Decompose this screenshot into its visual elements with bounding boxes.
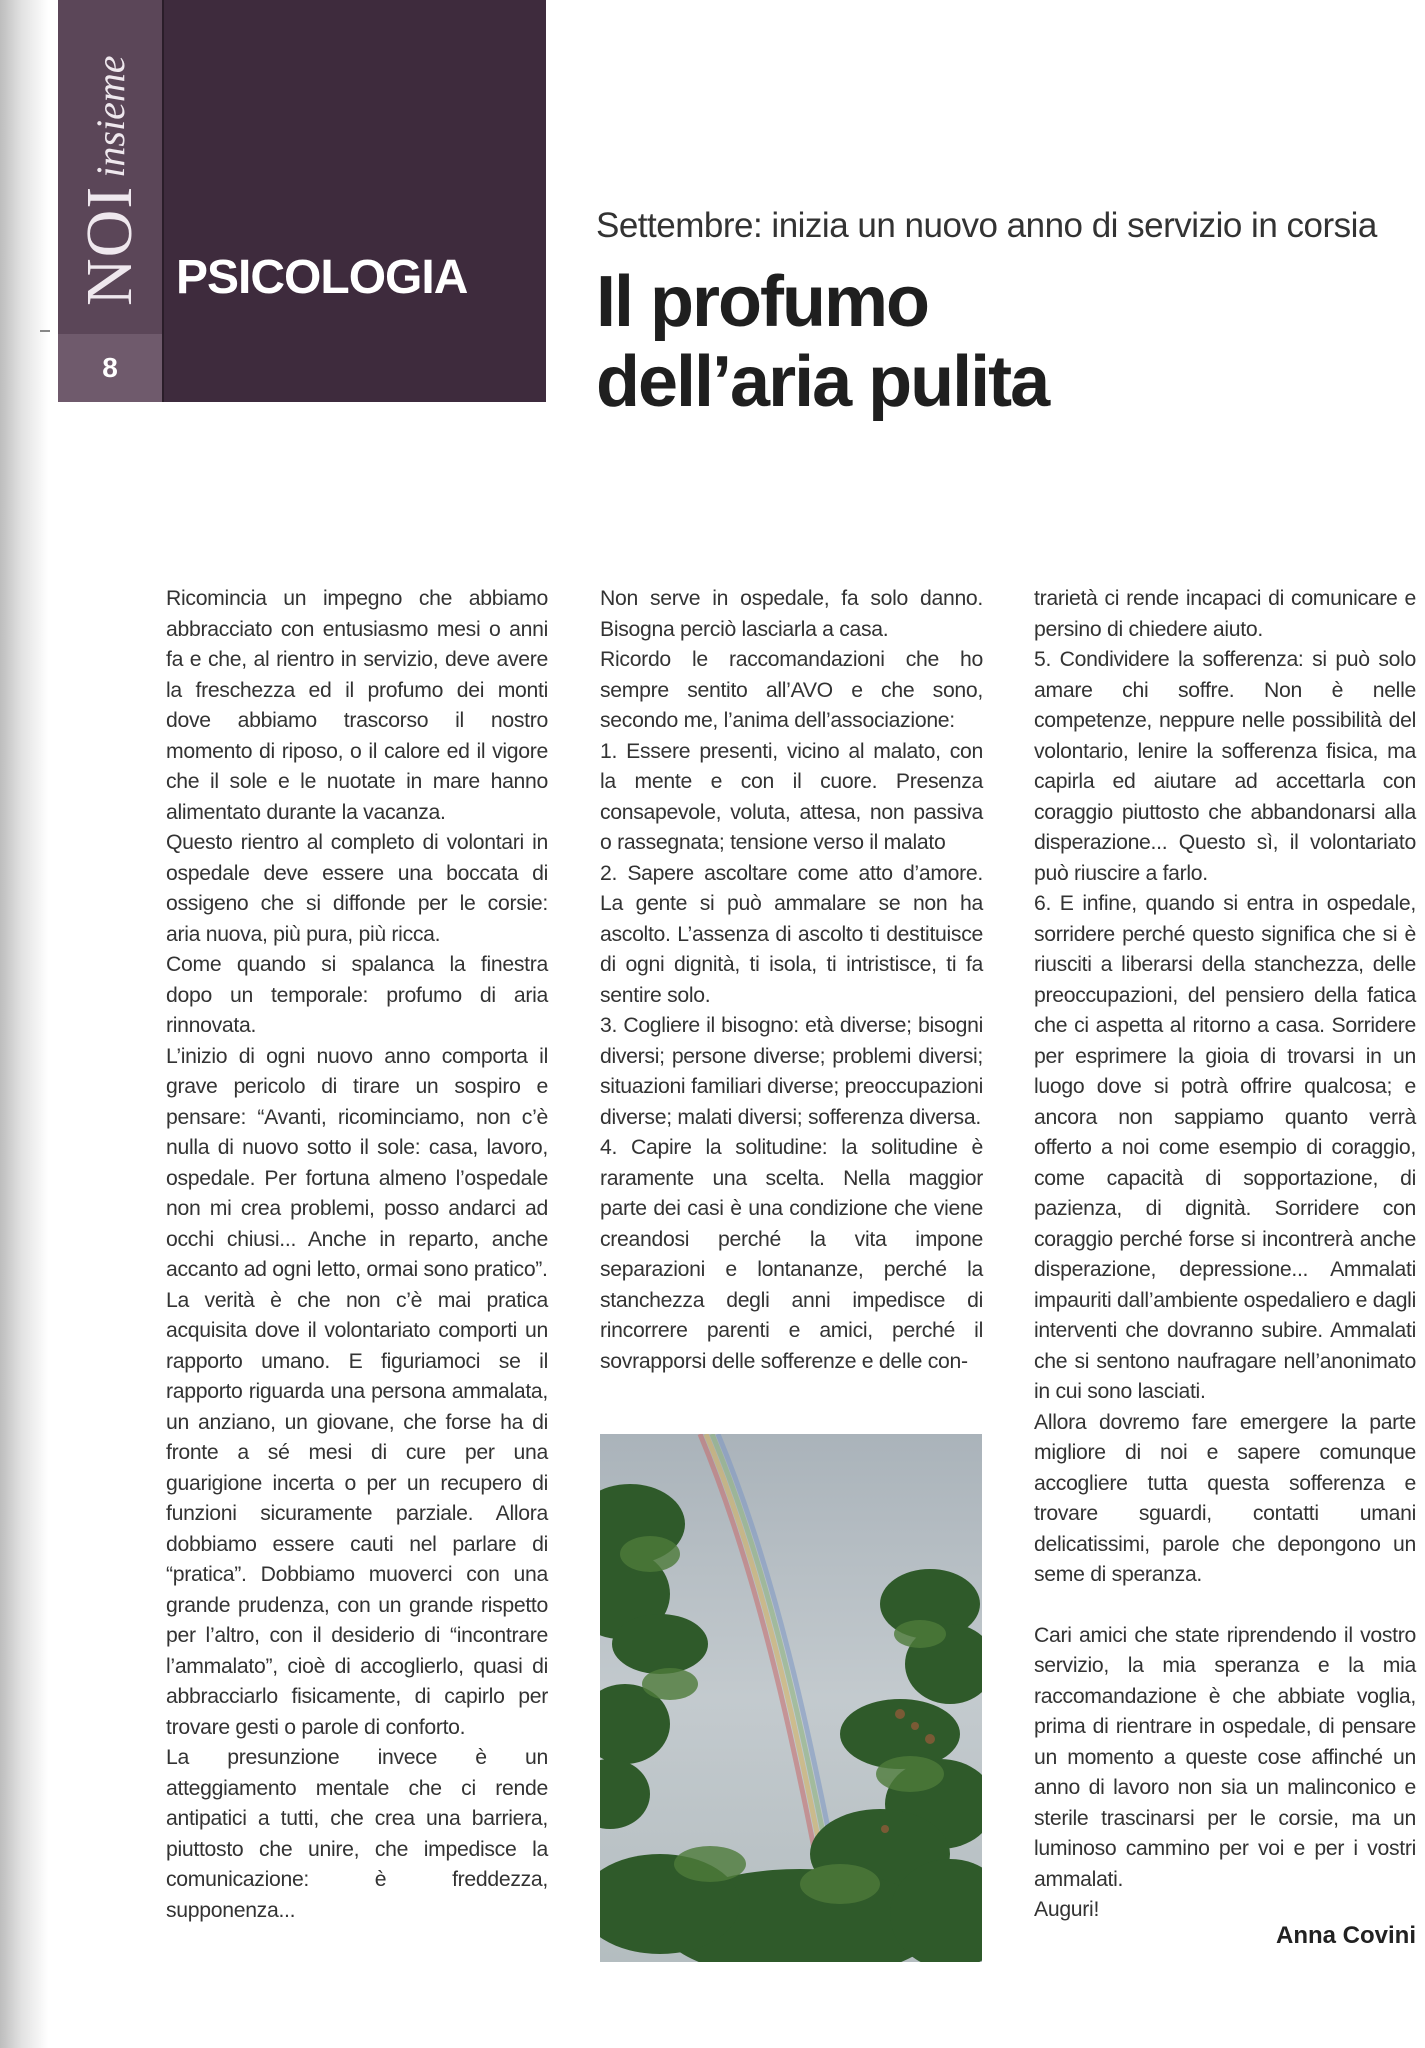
article-author: Anna Covini: [1275, 1922, 1416, 1949]
text-column-1: [166, 584, 548, 1926]
text-column-3: [1034, 584, 1416, 1926]
paragraph: Non serve in ospedale, fa solo danno. Bisogna perciò lasciarla a casa.: [600, 587, 983, 641]
paragraph: Ricomincia un impegno che abbiamo abbracciato con entusiasmo mesi o anni fa e che, al rientro in servizio, deve avere la freschezza ed il profumo dei monti dove abbiamo trascorso il nostro momento di riposo, o il calore ed il vigore che il sole e le nuotate in mare hanno alimentato durante la vacanza.: [166, 587, 548, 824]
rainbow-photo: [600, 1434, 982, 1962]
magazine-subname: insieme: [87, 55, 133, 178]
paragraph: L’inizio di ogni nuovo anno comporta il grave pericolo di tirare un sospiro e pensare: “Avanti, ricominciamo, non c’è nulla di nuovo sotto il sole: casa, lavoro, ospedale. Per fortuna almeno l’ospedale non mi crea problemi, posso andarci ad occhi chiusi... Anche in reparto, anche accanto ad ogni letto, ormai sono pratico”.: [166, 1044, 548, 1281]
page-spine-shadow: [0, 0, 48, 2048]
page-number: 8: [58, 334, 162, 402]
paragraph: Come quando si spalanca la finestra dopo un temporale: profumo di aria rinnovata.: [166, 953, 548, 1037]
title-line: dell’aria pulita: [596, 342, 1049, 422]
paragraph: Allora dovremo fare emergere la parte migliore di noi e sapere comunque accogliere tutta questa sofferenza e trovare sguardi, contatti umani delicatissimi, parole che depongono un seme di speranza.: [1034, 1410, 1416, 1586]
text-column-2: [600, 584, 983, 1377]
paragraph: Auguri!: [1034, 1898, 1100, 1921]
list-item: 3. Cogliere il bisogno: età diverse; bisogni diversi; persone diverse; problemi diversi; situazioni familiari diverse; preoccupazioni diverse; malati diversi; sofferenza diversa.: [600, 1014, 983, 1129]
list-item: 5. Condividere la sofferenza: si può solo amare chi soffre. Non è nelle competenze, neppure nelle possibilità del volontario, lenire la sofferenza fisica, ma capirla ed aiutare ad accettarla con coraggio piuttosto che abbandonarsi alla disperazione... Questo sì, il volontariato può riuscire a farlo.: [1034, 648, 1416, 885]
article-kicker: Settembre: inizia un nuovo anno di servizio in corsia: [596, 206, 1377, 245]
list-item: 1. Essere presenti, vicino al malato, con la mente e con il cuore. Presenza consapevole, voluta, attesa, non passiva o rassegnata; tensione verso il malato: [600, 739, 983, 854]
list-item: 6. E infine, quando si entra in ospedale, sorridere perché questo significa che si è riusciti a liberarsi della stanchezza, delle preoccupazioni, del pensiero della fatica che ci aspetta al ritorno a casa. Sorridere per esprimere la gioia di trovarsi in un luogo dove si potrà offrire qualcosa; e ancora non sappiamo quanto verrà offerto a noi come esempio di coraggio, come capacità di sopportazione, di pazienza, di dignità. Sorridere con coraggio perché forse si incontrerà anche disperazione, depressione... Ammalati impauriti dall’ambiente ospedaliero e dagli interventi che dovranno subire. Ammalati che si sentono naufragare nell’anonimato in cui sono lasciati.: [1034, 892, 1416, 1403]
paragraph: Ricordo le raccomandazioni che ho sempre sentito all’AVO e che sono, secondo me, l’anima dell’associazione:: [600, 648, 983, 732]
magazine-logo: [58, 0, 162, 330]
rainbow-illustration: [600, 1434, 982, 1962]
paragraph: La presunzione invece è un atteggiamento mentale che ci rende antipatici a tutti, che crea una barriera, piuttosto che unire, che impedisce la comunicazione: è freddezza, supponenza...: [166, 1746, 548, 1922]
list-item: 2. Sapere ascoltare come atto d’amore. La gente si può ammalare se non ha ascolto. L’assenza di ascolto ti destituisce di ogni dignità, ti isola, ti intristisce, ti fa sentire solo.: [600, 861, 983, 1007]
section-label: PSICOLOGIA: [176, 251, 468, 304]
list-item: 4. Capire la solitudine: la solitudine è raramente una scelta. Nella maggior parte dei casi è una condizione che viene creandosi perché la vita impone separazioni e lontananze, perché la stanchezza degli anni impedisce di rincorrere parenti e amici, perché il sovrapporsi delle sofferenze e delle con-: [600, 1136, 983, 1373]
paragraph: Questo rientro al completo di volontari in ospedale deve essere una boccata di ossigeno che si diffonde per le corsie: aria nuova, più pura, più ricca.: [166, 831, 548, 946]
paragraph: Cari amici che state riprendendo il vostro servizio, la mia speranza e la mia raccomandazione è che abbiate voglia, prima di rientrare in ospedale, di pensare un momento a queste cose affinché un anno di lavoro non sia un malinconico e sterile trascinarsi per le corsie, ma un luminoso cammino per voi e per i vostri ammalati.: [1034, 1623, 1416, 1891]
article-title: [596, 262, 1386, 422]
spine-tick: [40, 330, 50, 332]
paragraph: La verità è che non c’è mai pratica acquisita dove il volontariato comporti un rapporto umano. E figuriamoci se il rapporto riguarda una persona ammalata, un anziano, un giovane, che forse ha di fronte a sé mesi di cure per una guarigione incerta o per un recupero di funzioni sicuramente parziale. Allora dobbiamo essere cauti nel parlare di “pratica”. Dobbiamo muoverci con una grande prudenza, con un grande rispetto per l’altro, con il desiderio di “incontrare l’ammalato”, cioè di accoglierlo, quasi di abbracciarlo fisicamente, di capirlo per trovare gesti o parole di conforto.: [166, 1288, 548, 1739]
title-line: Il profumo: [596, 262, 928, 342]
magazine-name: NOI: [73, 185, 146, 306]
paragraph: trarietà ci rende incapaci di comunicare e persino di chiedere aiuto.: [1034, 587, 1416, 641]
